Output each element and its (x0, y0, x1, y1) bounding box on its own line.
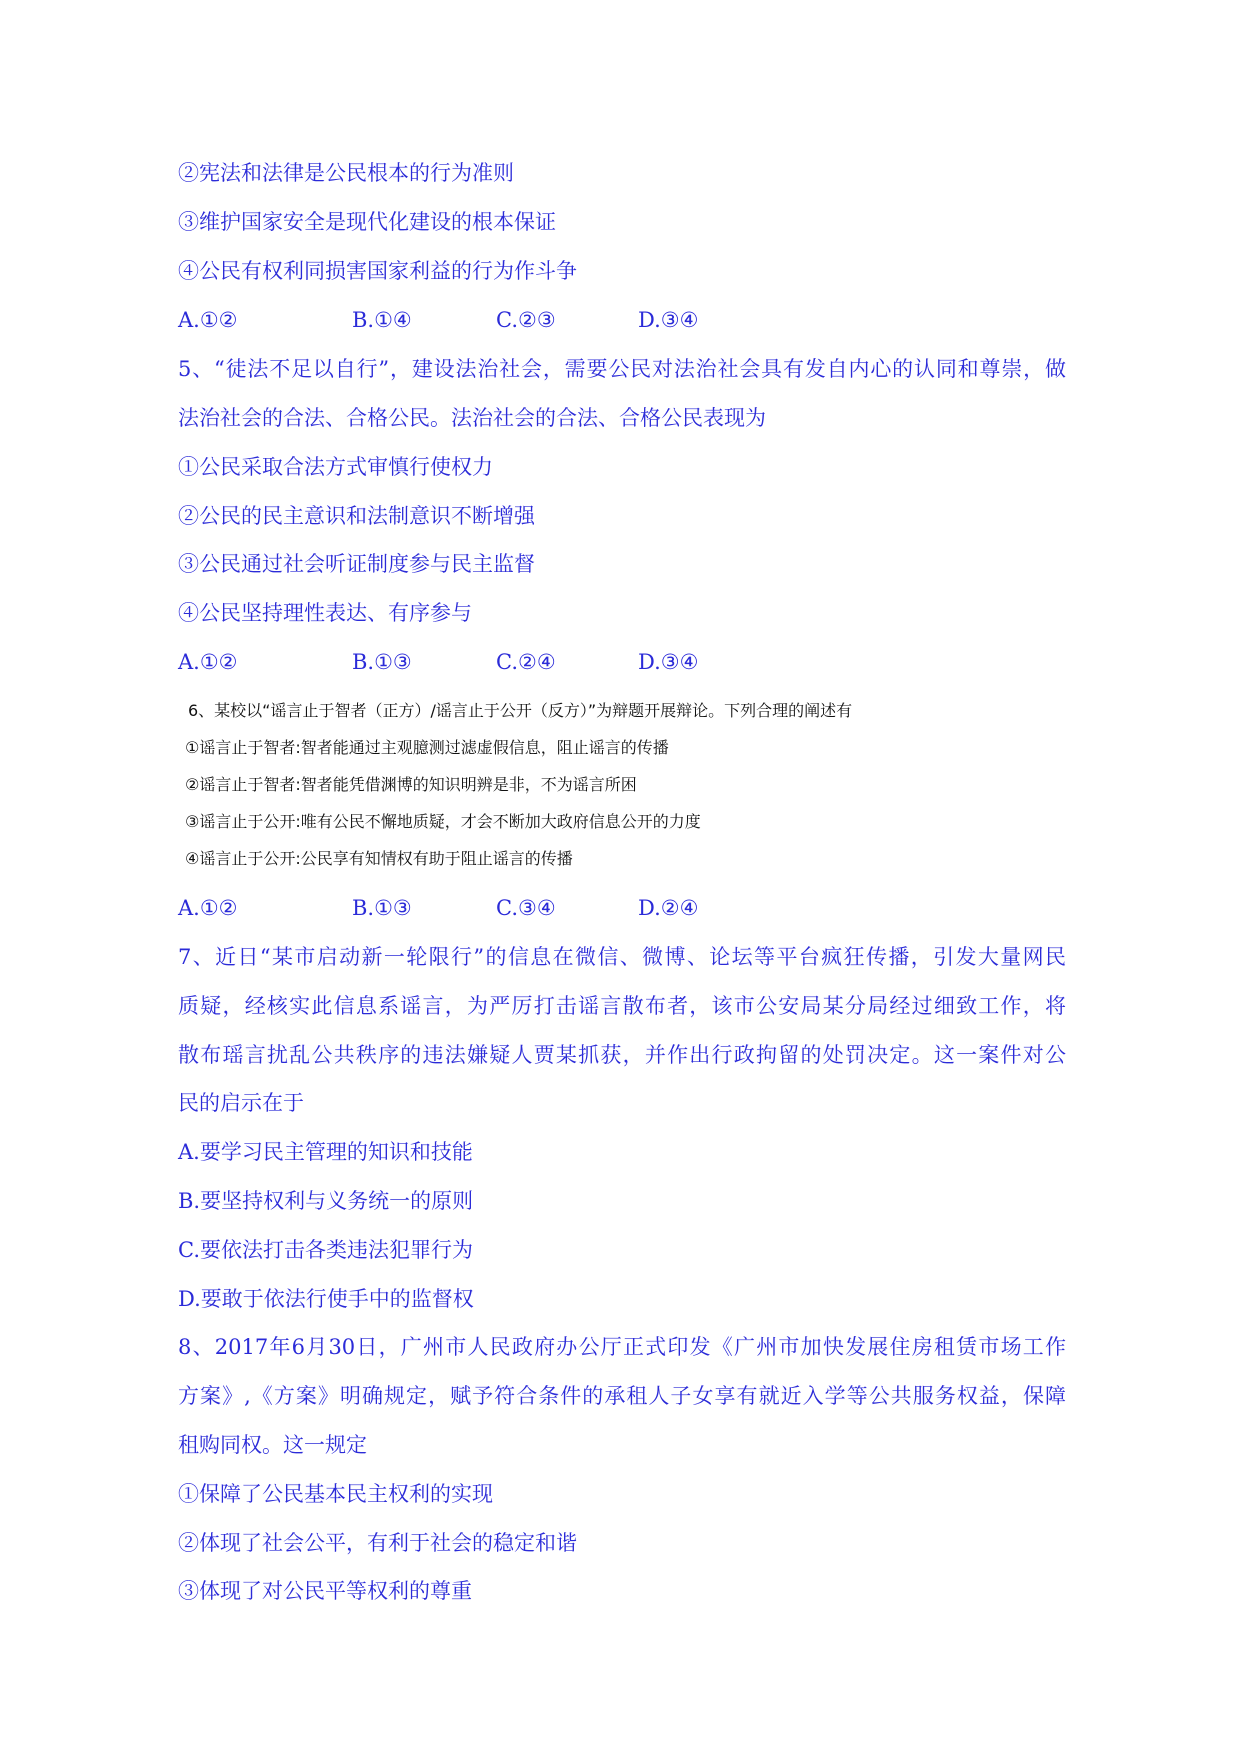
q6-stem: 6、某校以“谣言止于智者（正方）/谣言止于公开（反方）”为辩题开展辩论。下列合理的阐述有 (188, 701, 853, 720)
q7-option-a: A.要学习民主管理的知识和技能 (178, 1140, 473, 1164)
q7-option-b: B.要坚持权利与义务统一的原则 (178, 1189, 474, 1213)
q7-stem-line-4: 民的启示在于 (178, 1091, 304, 1115)
q5-item-2: ②公民的民主意识和法制意识不断增强 (178, 504, 535, 528)
q7-stem-line-1: 7、近日“某市启动新一轮限行”的信息在微信、微博、论坛等平台疯狂传播，引发大量网民 (178, 945, 1066, 969)
q5-stem-line-1: 5、“徒法不足以自行”，建设法治社会，需要公民对法治社会具有发自内心的认同和尊崇，做 (178, 357, 1066, 381)
q4-option-b: B.①④ (352, 308, 412, 332)
q5-option-a: A.①② (178, 650, 238, 674)
q6-item-4: ④谣言止于公开:公民享有知情权有助于阻止谣言的传播 (185, 849, 573, 868)
q4-item-4: ④公民有权利同损害国家利益的行为作斗争 (178, 259, 577, 283)
q4-item-2: ②宪法和法律是公民根本的行为准则 (178, 161, 514, 185)
q6-item-2: ②谣言止于智者:智者能凭借渊博的知识明辨是非，不为谣言所困 (185, 775, 637, 794)
q8-stem-line-3: 租购同权。这一规定 (178, 1433, 367, 1457)
q7-stem-line-3: 散布瑶言扰乱公共秩序的违法嫌疑人贾某抓获，并作出行政拘留的处罚决定。这一案件对公 (178, 1043, 1066, 1067)
q7-option-c: C.要依法打击各类违法犯罪行为 (178, 1238, 473, 1262)
q6-item-1: ①谣言止于智者:智者能通过主观臆测过滤虚假信息，阻止谣言的传播 (185, 738, 669, 757)
q4-options (178, 305, 738, 335)
q6-option-c: C.③④ (496, 896, 556, 920)
q5-item-1: ①公民采取合法方式审慎行使权力 (178, 455, 493, 479)
q6-option-d: D.②④ (638, 896, 699, 920)
q6-options (178, 893, 738, 923)
q8-item-1: ①保障了公民基本民主权利的实现 (178, 1482, 493, 1506)
q4-item-3: ③维护国家安全是现代化建设的根本保证 (178, 210, 556, 234)
q5-item-4: ④公民坚持理性表达、有序参与 (178, 601, 472, 625)
q8-stem-line-2: 方案》,《方案》明确规定，赋予符合条件的承租人子女享有就近入学等公共服务权益，保障 (178, 1384, 1066, 1408)
q6-item-3: ③谣言止于公开:唯有公民不懈地质疑，才会不断加大政府信息公开的力度 (185, 812, 701, 831)
q6-option-a: A.①② (178, 896, 238, 920)
q8-item-3: ③体现了对公民平等权利的尊重 (178, 1579, 472, 1603)
q5-option-c: C.②④ (496, 650, 556, 674)
q8-stem-line-1: 8、2017年6月30日，广州市人民政府办公厅正式印发《广州市加快发展住房租赁市场工作 (178, 1335, 1066, 1359)
q4-option-c: C.②③ (496, 308, 556, 332)
q6-option-b: B.①③ (352, 896, 412, 920)
q5-option-d: D.③④ (638, 650, 699, 674)
q5-stem-line-2: 法治社会的合法、合格公民。法治社会的合法、合格公民表现为 (178, 406, 766, 430)
q4-option-a: A.①② (178, 308, 238, 332)
q4-option-d: D.③④ (638, 308, 699, 332)
q5-option-b: B.①③ (352, 650, 412, 674)
q8-item-2: ②体现了社会公平，有利于社会的稳定和谐 (178, 1531, 577, 1555)
q7-stem-line-2: 质疑，经核实此信息系谣言，为严厉打击谣言散布者，该市公安局某分局经过细致工作，将 (178, 994, 1066, 1018)
q5-options (178, 647, 738, 677)
q5-item-3: ③公民通过社会听证制度参与民主监督 (178, 552, 535, 576)
q7-option-d: D.要敢于依法行使手中的监督权 (178, 1287, 474, 1311)
